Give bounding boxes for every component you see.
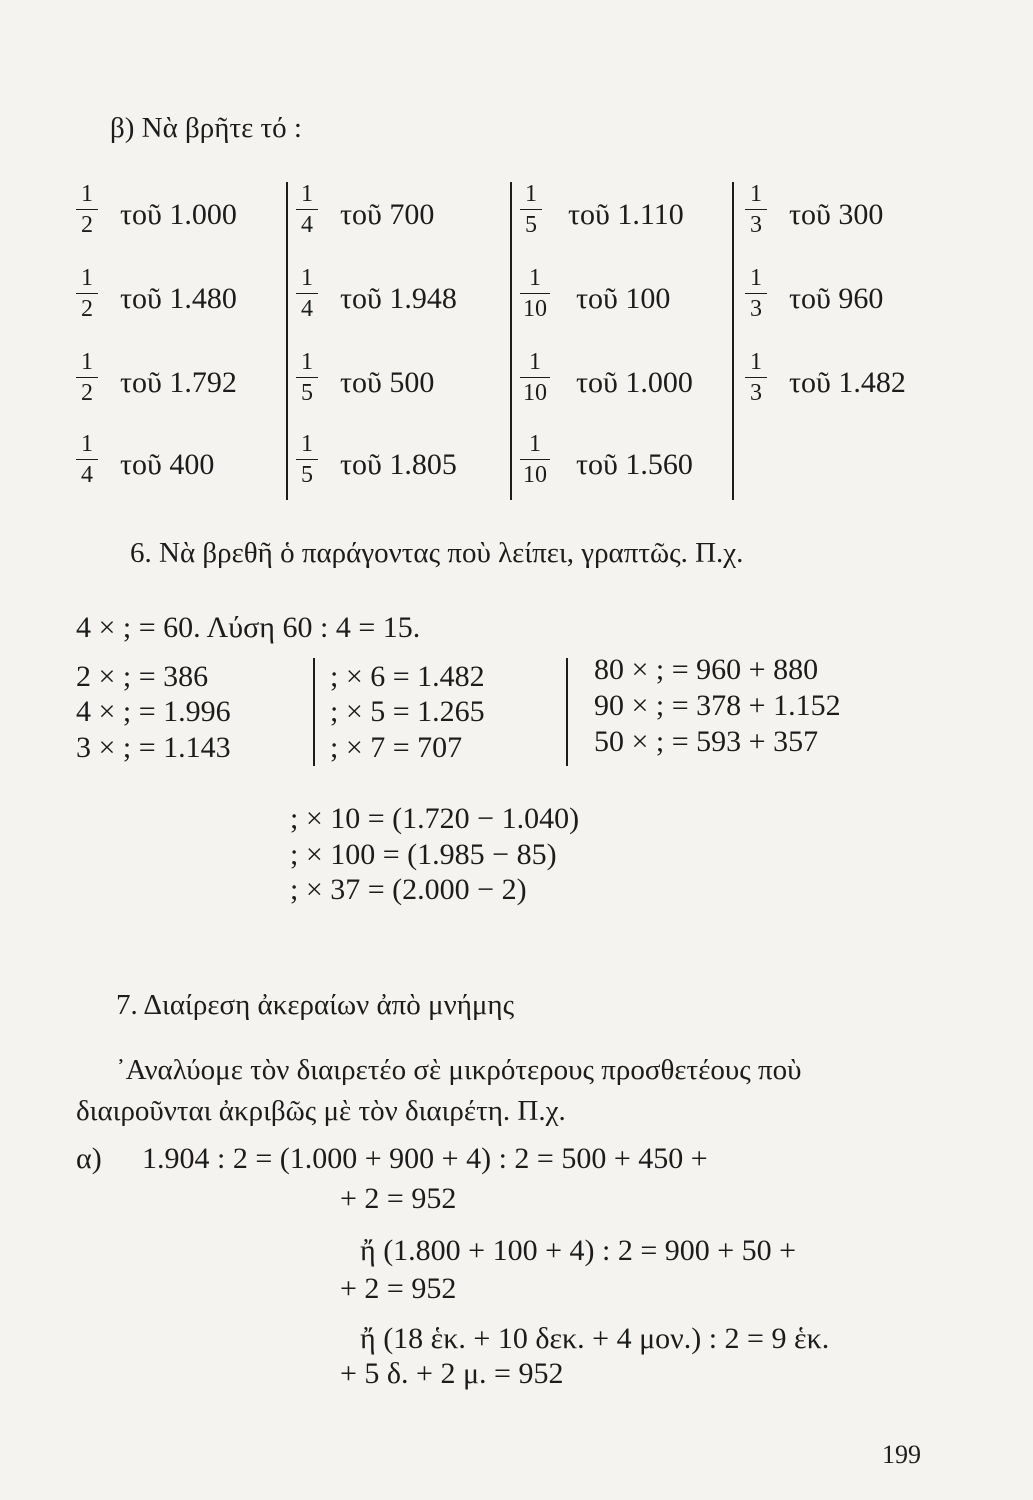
fraction-numerator: 1 — [301, 349, 313, 375]
equation: + 2 = 952 — [340, 1182, 457, 1215]
fraction-bar — [296, 377, 318, 378]
fraction-denominator: 10 — [523, 380, 547, 406]
fraction — [745, 182, 767, 237]
fraction-denominator: 2 — [81, 380, 93, 406]
fraction-of-value: τοῦ 1.480 — [120, 282, 237, 315]
fraction-numerator: 1 — [301, 431, 313, 457]
fraction-denominator: 4 — [81, 462, 93, 488]
fraction-denominator: 4 — [301, 296, 313, 322]
fraction — [745, 266, 767, 321]
fraction — [520, 350, 550, 405]
fraction-numerator: 1 — [529, 431, 541, 457]
fraction-numerator: 1 — [525, 181, 537, 207]
fraction-denominator: 10 — [523, 462, 547, 488]
page-number: 199 — [882, 1440, 921, 1469]
fraction-numerator: 1 — [529, 349, 541, 375]
fraction-bar — [520, 459, 550, 460]
fraction — [296, 266, 318, 321]
fraction-of-value: τοῦ 1.482 — [789, 366, 906, 399]
equation: 90 × ; = 378 + 1.152 — [594, 689, 841, 722]
section-6-heading: 6. Νὰ βρεθῆ ὁ παράγοντας ποὺ λείπει, γραπτῶς. Π.χ. — [130, 537, 744, 569]
table-divider — [732, 182, 734, 500]
paragraph-line: ᾿Αναλύομε τὸν διαιρετέο σὲ μικρότερους προσθετέους ποὺ — [116, 1054, 802, 1086]
equation: ; × 37 = (2.000 − 2) — [290, 873, 527, 906]
fraction-bar — [76, 293, 98, 294]
equation: ἤ (1.800 + 100 + 4) : 2 = 900 + 50 + — [360, 1234, 797, 1267]
fraction-numerator: 1 — [81, 349, 93, 375]
fraction-of-value: τοῦ 1.110 — [568, 198, 684, 231]
fraction-numerator: 1 — [81, 181, 93, 207]
fraction-of-value: τοῦ 1.000 — [120, 198, 237, 231]
fraction-of-value: τοῦ 400 — [120, 448, 215, 481]
fraction-numerator: 1 — [750, 181, 762, 207]
example-line: 4 × ; = 60. Λύση 60 : 4 = 15. — [76, 611, 421, 644]
fraction — [745, 350, 767, 405]
fraction — [76, 350, 98, 405]
column-divider — [313, 658, 315, 766]
fraction — [520, 432, 550, 487]
fraction-numerator: 1 — [81, 265, 93, 291]
equation: 4 × ; = 1.996 — [76, 695, 231, 728]
equation: + 2 = 952 — [340, 1272, 457, 1305]
fraction — [296, 432, 318, 487]
fraction-denominator: 5 — [525, 212, 537, 238]
table-divider — [510, 182, 512, 500]
fraction-of-value: τοῦ 100 — [576, 282, 671, 315]
fraction-of-value: τοῦ 700 — [340, 198, 435, 231]
section-7-heading: 7. Διαίρεση ἀκεραίων ἀπὸ μνήμης — [116, 989, 515, 1021]
fraction-bar — [76, 459, 98, 460]
example-label: α) — [76, 1142, 102, 1175]
fraction-bar — [520, 377, 550, 378]
fraction-denominator: 3 — [750, 380, 762, 406]
fraction-numerator: 1 — [301, 181, 313, 207]
equation: ; × 10 = (1.720 − 1.040) — [290, 802, 580, 835]
fraction-of-value: τοῦ 300 — [789, 198, 884, 231]
fraction-bar — [296, 209, 318, 210]
fraction-denominator: 2 — [81, 296, 93, 322]
equation: ἤ (18 ἑκ. + 10 δεκ. + 4 μον.) : 2 = 9 ἑκ. — [360, 1322, 830, 1355]
fraction — [520, 266, 550, 321]
fraction-denominator: 2 — [81, 212, 93, 238]
equation: 50 × ; = 593 + 357 — [594, 725, 819, 758]
table-divider — [286, 182, 288, 500]
fraction-bar — [745, 293, 767, 294]
fraction-of-value: τοῦ 500 — [340, 366, 435, 399]
fraction — [296, 350, 318, 405]
fraction-numerator: 1 — [750, 265, 762, 291]
fraction — [296, 182, 318, 237]
fraction-of-value: τοῦ 1.948 — [340, 282, 457, 315]
fraction — [520, 182, 542, 237]
fraction-bar — [745, 209, 767, 210]
equation: 1.904 : 2 = (1.000 + 900 + 4) : 2 = 500 + 450 + — [142, 1142, 708, 1175]
fraction-bar — [76, 209, 98, 210]
fraction — [76, 266, 98, 321]
fraction-bar — [745, 377, 767, 378]
column-divider — [566, 658, 568, 766]
fraction-bar — [520, 209, 542, 210]
fraction-numerator: 1 — [529, 265, 541, 291]
fraction-numerator: 1 — [301, 265, 313, 291]
fraction-denominator: 5 — [301, 462, 313, 488]
fraction-denominator: 4 — [301, 212, 313, 238]
equation: 3 × ; = 1.143 — [76, 731, 231, 764]
fraction-of-value: τοῦ 1.805 — [340, 448, 457, 481]
fraction-denominator: 3 — [750, 296, 762, 322]
fraction-numerator: 1 — [750, 349, 762, 375]
fraction-bar — [76, 377, 98, 378]
fraction-of-value: τοῦ 1.000 — [576, 366, 693, 399]
equation: 2 × ; = 386 — [76, 660, 209, 693]
equation: ; × 7 = 707 — [330, 731, 463, 764]
fraction-bar — [296, 293, 318, 294]
equation: + 5 δ. + 2 μ. = 952 — [340, 1357, 564, 1390]
fraction-denominator: 10 — [523, 296, 547, 322]
fraction-of-value: τοῦ 1.560 — [576, 448, 693, 481]
fraction-denominator: 3 — [750, 212, 762, 238]
fraction-of-value: τοῦ 960 — [789, 282, 884, 315]
fraction-bar — [296, 459, 318, 460]
fraction — [76, 182, 98, 237]
fraction-numerator: 1 — [81, 431, 93, 457]
equation: ; × 6 = 1.482 — [330, 660, 485, 693]
fraction — [76, 432, 98, 487]
fraction-denominator: 5 — [301, 380, 313, 406]
equation: ; × 100 = (1.985 − 85) — [290, 838, 557, 871]
paragraph-line: διαιροῦνται ἀκριβῶς μὲ τὸν διαιρέτη. Π.χ. — [76, 1095, 566, 1127]
fraction-of-value: τοῦ 1.792 — [120, 366, 237, 399]
equation: 80 × ; = 960 + 880 — [594, 653, 819, 686]
equation: ; × 5 = 1.265 — [330, 695, 485, 728]
fraction-bar — [520, 293, 550, 294]
section-b-heading: β) Νὰ βρῆτε τό : — [110, 112, 302, 144]
